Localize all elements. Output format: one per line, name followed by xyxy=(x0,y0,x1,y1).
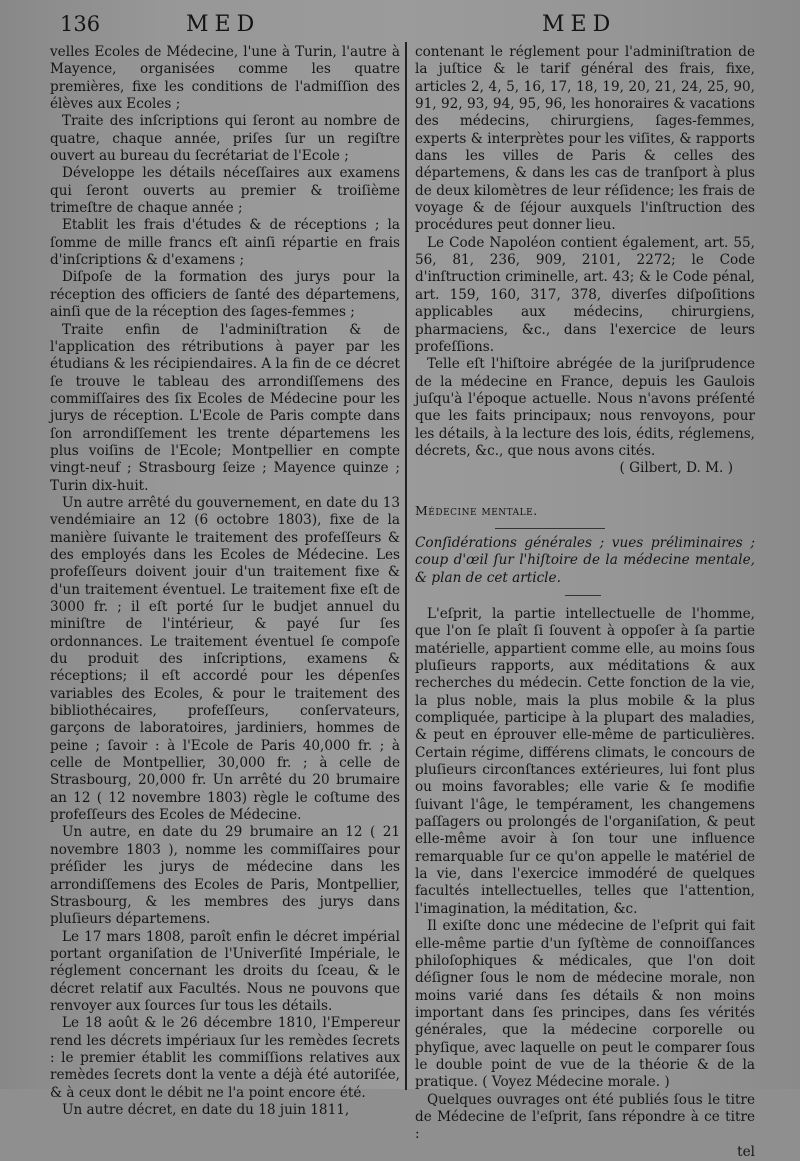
column-divider xyxy=(405,42,407,1090)
paragraph: Traite des inſcriptions qui ſeront au nombre de quatre, chaque année, priſes ſur un regiſtre ouvert au bureau du ſecrétariat de l'Ecole ; xyxy=(50,113,400,165)
paragraph: velles Ecoles de Médecine, l'une à Turin, l'autre à Mayence, organisées comme les quatre premières, fixe les conditions de l'admiſſion des élèves aux Ecoles ; xyxy=(50,44,400,113)
paragraph: Un autre, en date du 29 brumaire an 12 ( 21 novembre 1803 ), nomme les commiſſaires pour préſider les jurys de médecine dans les arrondiſſemens des Ecoles de Paris, Montpellier, Strasbourg, & les membres des jurys dans pluſieurs départemens. xyxy=(50,824,400,928)
paragraph: L'eſprit, la partie intellectuelle de l'homme, que l'on ſe plaît ſi ſouvent à oppoſer à ſa partie matérielle, appartient comme elle, au moins ſous pluſieurs rapports, aux méditations & aux recherches du médecin. Cette fonction de la vie, la plus noble, mais la plus mobile & la plus compliquée, participe à la plupart des maladies, & peut en éprouver elle-même de particulières. Certain régime, différens climats, le concours de pluſieurs circonſtances extérieures, lui font plus ou moins favorables; elle varie & ſe modifie ſuivant l'âge, le tempérament, les changemens paſſagers ou prolongés de l'organiſation, & peut elle-même avoir à ſon tour une influence remarquable ſur ce qu'on appelle le matériel de la vie, dans l'exercice immodéré de quelques facultés intellectuelles, telles que l'attention, l'imagination, la méditation, &c. xyxy=(415,605,755,917)
header-right-word: MED xyxy=(542,12,617,37)
author-signature: ( Gilbert, D. M. ) xyxy=(619,460,733,477)
running-header xyxy=(0,12,800,42)
paragraph: Développe les détails néceſſaires aux examens qui ſeront ouverts au premier & troiſième trimeſtre de chaque année ; xyxy=(50,165,400,217)
section-title: Médecine mentale. xyxy=(415,502,538,518)
subtitle-rule xyxy=(565,595,601,596)
section-subtitle: Conſidérations générales ; vues préliminaires ; coup d'œil ſur l'hiſtoire de la médecine mentale, & plan de cet article. xyxy=(415,534,755,586)
paragraph: Telle eſt l'hiſtoire abrégée de la juriſprudence de la médecine en France, depuis les Gaulois juſqu'à l'époque actuelle. Nous n'avons préſenté que les faits principaux; nous renvoyons, pour les détails, à la lecture des lois, édits, réglemens, décrets, &c., que nous avons cités. xyxy=(415,356,755,459)
paragraph: contenant le réglement pour l'adminiſtration de la juſtice & le tarif général des frais, fixe, articles 2, 4, 5, 16, 17, 18, 19, 20, 21, 24, 25, 90, 91, 92, 93, 94, 95, 96, les honoraires & vacations des médecins, chirurgiens, ſages-femmes, experts & interprètes pour les viſites, & rapports dans les villes de Paris & celles des départemens, & dans les cas de tranſport à plus de deux kilomètres de leur réſidence; les frais de voyage & de ſéjour auxquels l'inſtruction des procédures peut donner lieu. xyxy=(415,44,755,234)
paragraph: Traite enfin de l'adminiſtration & de l'application des rétributions à payer par les étudians & les récipiendaires. A la fin de ce décret ſe trouve le tableau des arrondiſſemens des commiſſaires des ſix Ecoles de Médecine pour les jurys de réception. L'Ecole de Paris compte dans ſon arrondiſſement les trente départemens les plus voiſins de l'Ecole; Montpellier en compte vingt-neuf ; Strasbourg ſeize ; Mayence quinze ; Turin dix-huit. xyxy=(50,321,400,494)
catchword: tel xyxy=(737,1143,755,1160)
right-column xyxy=(415,44,755,1161)
paragraph: Quelques ouvrages ont été publiés ſous le titre de Médecine de l'eſprit, ſans répondre à ce titre : xyxy=(415,1091,755,1143)
paragraph: Diſpoſe de la formation des jurys pour la réception des officiers de ſanté des départemens, ainſi que de la réception des ſages-femmes ; xyxy=(50,269,400,321)
section-rule xyxy=(495,528,605,529)
page-number: 136 xyxy=(60,12,101,36)
paragraph: Etablit les frais d'études & de réceptions ; la ſomme de mille francs eſt ainſi répartie en frais d'inſcriptions & d'examens ; xyxy=(50,217,400,269)
left-column xyxy=(50,44,400,1119)
paragraph: Le Code Napoléon contient également, art. 55, 56, 81, 236, 909, 2101, 2272; le Code d'inſtruction criminelle, art. 43; & le Code pénal, art. 159, 160, 317, 378, diverſes diſpoſitions applicables aux médecins, chirurgiens, pharmaciens, &c., dans l'exercice de leurs profeſſions. xyxy=(415,234,755,355)
paragraph: Le 17 mars 1808, paroît enfin le décret impérial portant organiſation de l'Univerſité Impériale, le réglement concernant les droits du ſceau, & le décret relatif aux Facultés. Nous ne pouvons que renvoyer aux ſources ſur tous les détails. xyxy=(50,928,400,1014)
paragraph: Il exiſte donc une médecine de l'eſprit qui fait elle-même partie d'un ſyſtème de connoiſſances philoſophiques & médicales, que l'on doit déſigner ſous le nom de médecine morale, non moins varié dans ſes détails & non moins important dans ſes principes, dans ſes vérités générales, que la médecine corporelle ou phyſique, avec laquelle on peut le comparer ſous le double point de vue de la théorie & de la pratique. ( Voyez Médecine morale. ) xyxy=(415,918,755,1091)
paragraph: Un autre arrêté du gouvernement, en date du 13 vendémiaire an 12 (6 octobre 1803), fixe de la manière ſuivante le traitement des profeſſeurs & des employés dans les Ecoles de Médecine. Les profeſſeurs doivent jouir d'un traitement fixe & d'un traitement éventuel. Le traitement fixe eſt de 3000 fr. ; il eſt porté ſur le budjet annuel du miniſtre de l'intérieur, & payé ſur ſes ordonnances. Le traitement éventuel ſe compoſe du produit des inſcriptions, examens & réceptions; il eſt accordé pour les dépenſes variables des Ecoles, & pour le traitement des bibliothécaires, profeſſeurs, conſervateurs, garçons de laboratoires, jardiniers, hommes de peine ; ſavoir : à l'Ecole de Paris 40,000 fr. ; à celle de Montpellier, 30,000 fr. ; à celle de Strasbourg, 20,000 fr. Un arrêté du 20 brumaire an 12 ( 12 novembre 1803) règle le coſtume des profeſſeurs des Ecoles de Médecine. xyxy=(50,494,400,824)
paragraph: Un autre décret, en date du 18 juin 1811, xyxy=(62,1101,350,1118)
paragraph: Le 18 août & le 26 décembre 1810, l'Empereur rend les décrets impériaux ſur les remèdes ſecrets : le premier établit les commiſſions relatives aux remèdes ſecrets dont la vente a déjà été autoriſée, & à ceux dont le débit ne l'a point encore été. xyxy=(50,1015,400,1101)
header-left-word: MED xyxy=(186,12,261,37)
